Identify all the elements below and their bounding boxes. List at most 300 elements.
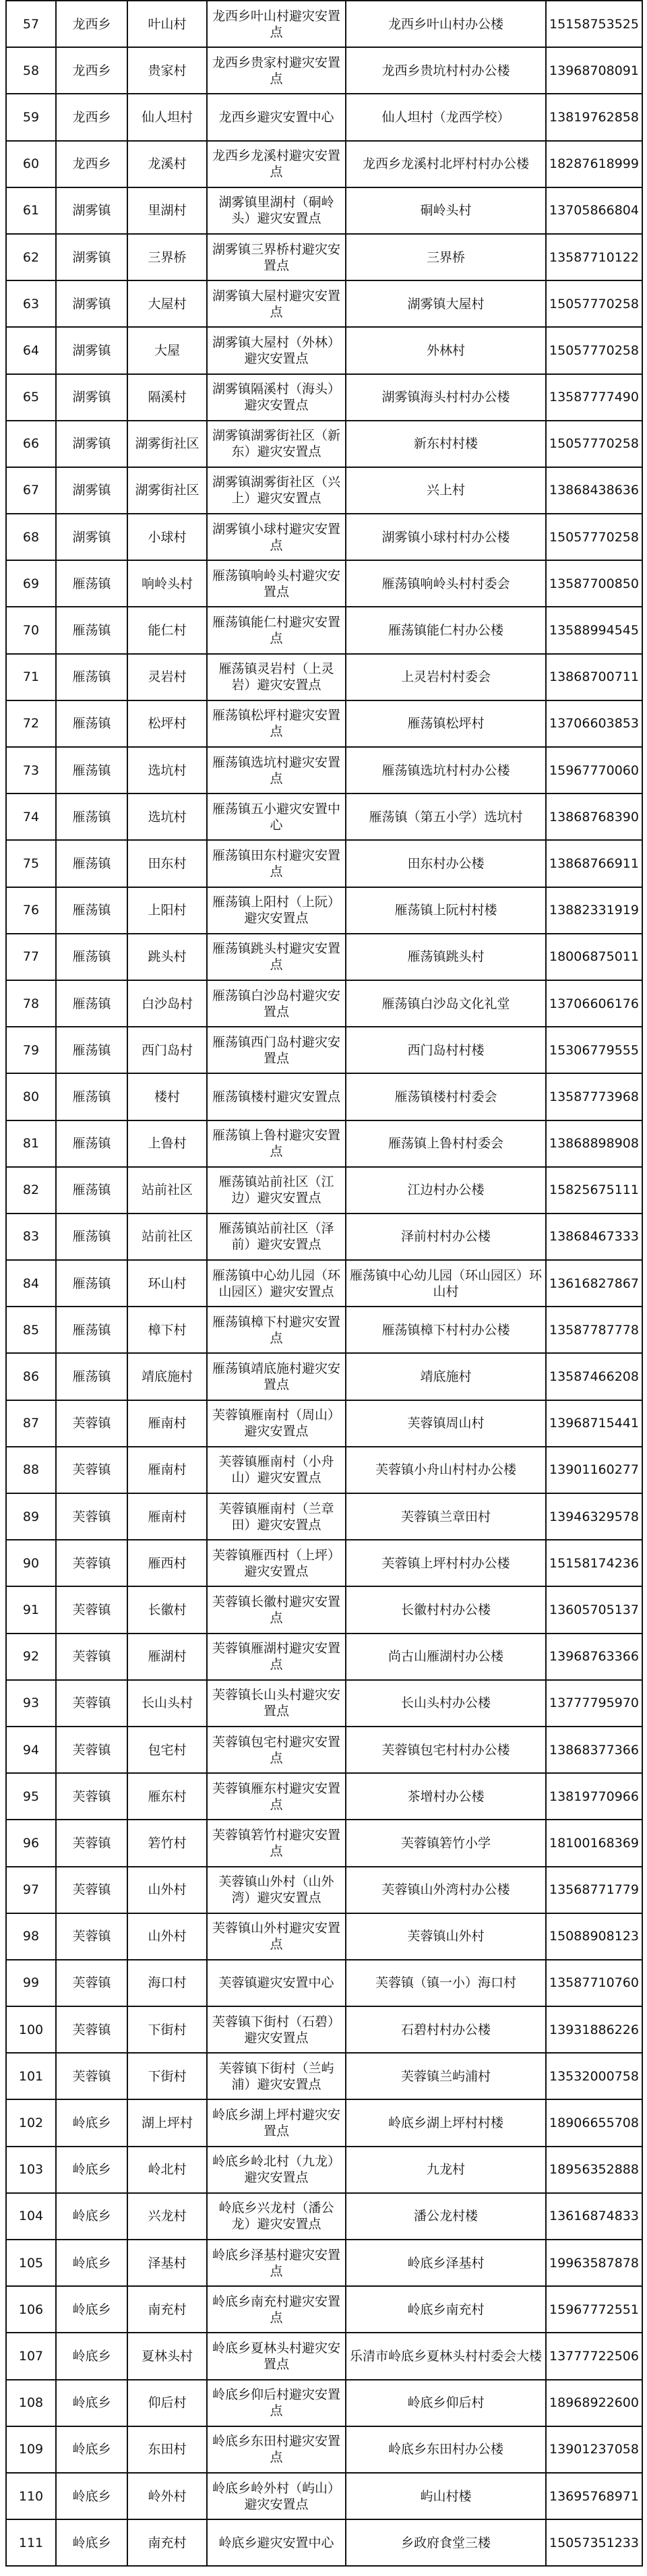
- shelter-site-cell: 龙西乡避灾安置中心: [207, 94, 346, 140]
- village-cell: 夏林头村: [127, 2333, 207, 2379]
- phone-cell: 13868898908: [546, 1120, 642, 1167]
- row-number: 108: [6, 2380, 56, 2426]
- table-row: [6, 2333, 642, 2379]
- phone-cell: 13588994545: [546, 607, 642, 653]
- phone-cell: 15057770258: [546, 421, 642, 467]
- location-cell: 外林村: [346, 327, 546, 373]
- shelter-site-cell: 雁荡镇跳头村避灾安置点: [207, 934, 346, 980]
- location-cell: 雁荡镇楼村村委会: [346, 1073, 546, 1120]
- phone-cell: 13901237058: [546, 2426, 642, 2473]
- village-cell: 隔溪村: [127, 374, 207, 421]
- location-cell: 雁荡镇上鲁村村委会: [346, 1120, 546, 1167]
- shelter-site-cell: 岭底乡避灾安置中心: [207, 2519, 346, 2566]
- shelter-site-cell: 湖雾镇小球村避灾安置点: [207, 514, 346, 560]
- shelter-site-cell: 芙蓉镇雁南村（兰章田）避灾安置点: [207, 1493, 346, 1540]
- town-cell: 湖雾镇: [56, 187, 127, 234]
- location-cell: 长徽村村办公楼: [346, 1586, 546, 1633]
- shelter-site-cell: 湖雾镇三界桥村避灾安置点: [207, 234, 346, 280]
- town-cell: 湖雾镇: [56, 280, 127, 327]
- phone-cell: 13616874833: [546, 2193, 642, 2240]
- town-cell: 湖雾镇: [56, 514, 127, 560]
- phone-cell: 15057770258: [546, 514, 642, 560]
- location-cell: 湖雾镇大屋村: [346, 280, 546, 327]
- row-number: 84: [6, 1260, 56, 1307]
- row-number: 68: [6, 514, 56, 560]
- row-number: 101: [6, 2053, 56, 2099]
- table-row: [6, 2053, 642, 2099]
- phone-cell: 15967772551: [546, 2286, 642, 2333]
- town-cell: 岭底乡: [56, 2099, 127, 2146]
- table-row: [6, 187, 642, 234]
- row-number: 107: [6, 2333, 56, 2379]
- shelter-site-cell: 岭底乡南充村避灾安置点: [207, 2286, 346, 2333]
- shelter-table-body: [6, 1, 642, 2566]
- phone-cell: 18956352888: [546, 2147, 642, 2193]
- table-row: [6, 2426, 642, 2473]
- shelter-site-cell: 岭底乡夏林头村避灾安置点: [207, 2333, 346, 2379]
- village-cell: 龙溪村: [127, 141, 207, 187]
- phone-cell: 13777722506: [546, 2333, 642, 2379]
- table-row: [6, 467, 642, 514]
- phone-cell: 15088908123: [546, 1913, 642, 1960]
- table-row: [6, 1727, 642, 1773]
- table-row: [6, 1773, 642, 1820]
- location-cell: 芙蓉镇山外湾村办公楼: [346, 1867, 546, 1913]
- row-number: 66: [6, 421, 56, 467]
- village-cell: 灵岩村: [127, 654, 207, 700]
- phone-cell: 19963587878: [546, 2240, 642, 2286]
- town-cell: 芙蓉镇: [56, 1586, 127, 1633]
- location-cell: 田东村办公楼: [346, 840, 546, 887]
- town-cell: 芙蓉镇: [56, 1540, 127, 1586]
- table-row: [6, 1867, 642, 1913]
- town-cell: 芙蓉镇: [56, 1867, 127, 1913]
- location-cell: 龙西乡贵坑村村办公楼: [346, 47, 546, 94]
- location-cell: 尚古山雁湖村办公楼: [346, 1634, 546, 1680]
- town-cell: 雁荡镇: [56, 1214, 127, 1260]
- phone-cell: 13587466208: [546, 1353, 642, 1400]
- table-row: [6, 1214, 642, 1260]
- village-cell: 贵家村: [127, 47, 207, 94]
- town-cell: 龙西乡: [56, 141, 127, 187]
- phone-cell: 15057351233: [546, 2519, 642, 2566]
- location-cell: 雁荡镇白沙岛文化礼堂: [346, 980, 546, 1027]
- village-cell: 西门岛村: [127, 1027, 207, 1073]
- phone-cell: 13695768971: [546, 2473, 642, 2519]
- row-number: 72: [6, 700, 56, 747]
- location-cell: 龙西乡龙溪村北坪村村办公楼: [346, 141, 546, 187]
- village-cell: 湖上坪村: [127, 2099, 207, 2146]
- town-cell: 雁荡镇: [56, 654, 127, 700]
- town-cell: 雁荡镇: [56, 560, 127, 607]
- table-row: [6, 1167, 642, 1214]
- table-row: [6, 47, 642, 94]
- location-cell: 仙人坦村（龙西学校）: [346, 94, 546, 140]
- row-number: 98: [6, 1913, 56, 1960]
- shelter-site-cell: 芙蓉镇包宅村避灾安置点: [207, 1727, 346, 1773]
- phone-cell: 13587710760: [546, 1960, 642, 2006]
- row-number: 81: [6, 1120, 56, 1167]
- shelter-site-cell: 雁荡镇站前社区（泽前）避灾安置点: [207, 1214, 346, 1260]
- phone-cell: 15967770060: [546, 747, 642, 793]
- table-row: [6, 1400, 642, 1447]
- town-cell: 雁荡镇: [56, 700, 127, 747]
- location-cell: 岭底乡仰后村: [346, 2380, 546, 2426]
- table-row: [6, 1, 642, 47]
- village-cell: 包宅村: [127, 1727, 207, 1773]
- phone-cell: 18100168369: [546, 1820, 642, 1866]
- village-cell: 长山头村: [127, 1680, 207, 1727]
- table-row: [6, 840, 642, 887]
- village-cell: 南充村: [127, 2286, 207, 2333]
- village-cell: 下街村: [127, 2053, 207, 2099]
- table-row: [6, 1447, 642, 1493]
- row-number: 73: [6, 747, 56, 793]
- row-number: 76: [6, 887, 56, 934]
- town-cell: 龙西乡: [56, 1, 127, 47]
- shelter-site-cell: 雁荡镇能仁村避灾安置点: [207, 607, 346, 653]
- town-cell: 岭底乡: [56, 2519, 127, 2566]
- table-row: [6, 560, 642, 607]
- row-number: 106: [6, 2286, 56, 2333]
- table-row: [6, 700, 642, 747]
- phone-cell: 13819770966: [546, 1773, 642, 1820]
- location-cell: 芙蓉镇周山村: [346, 1400, 546, 1447]
- town-cell: 雁荡镇: [56, 747, 127, 793]
- shelter-site-cell: 芙蓉镇长山头村避灾安置点: [207, 1680, 346, 1727]
- shelter-site-cell: 龙西乡贵家村避灾安置点: [207, 47, 346, 94]
- location-cell: 雁荡镇上阮村村楼: [346, 887, 546, 934]
- phone-cell: 13587773968: [546, 1073, 642, 1120]
- town-cell: 岭底乡: [56, 2286, 127, 2333]
- row-number: 93: [6, 1680, 56, 1727]
- table-row: [6, 2147, 642, 2193]
- village-cell: 岭外村: [127, 2473, 207, 2519]
- location-cell: 湖雾镇小球村村办公楼: [346, 514, 546, 560]
- village-cell: 樟下村: [127, 1307, 207, 1353]
- table-row: [6, 1913, 642, 1960]
- shelter-site-cell: 芙蓉镇下街村（石碧）避灾安置点: [207, 2006, 346, 2053]
- row-number: 89: [6, 1493, 56, 1540]
- table-row: [6, 1307, 642, 1353]
- town-cell: 岭底乡: [56, 2426, 127, 2473]
- shelter-site-cell: 岭底乡岭外村（屿山）避灾安置点: [207, 2473, 346, 2519]
- phone-cell: 13868438636: [546, 467, 642, 514]
- town-cell: 雁荡镇: [56, 1027, 127, 1073]
- location-cell: 雁荡镇选坑村村办公楼: [346, 747, 546, 793]
- table-row: [6, 1027, 642, 1073]
- shelter-site-cell: 芙蓉镇雁南村（小舟山）避灾安置点: [207, 1447, 346, 1493]
- shelter-site-cell: 芙蓉镇雁南村（周山）避灾安置点: [207, 1400, 346, 1447]
- row-number: 103: [6, 2147, 56, 2193]
- shelter-site-cell: 芙蓉镇雁湖村避灾安置点: [207, 1634, 346, 1680]
- town-cell: 芙蓉镇: [56, 1634, 127, 1680]
- location-cell: 岭底乡东田村办公楼: [346, 2426, 546, 2473]
- village-cell: 箬竹村: [127, 1820, 207, 1866]
- shelter-site-cell: 芙蓉镇雁西村（上坪）避灾安置点: [207, 1540, 346, 1586]
- row-number: 90: [6, 1540, 56, 1586]
- location-cell: 上灵岩村村委会: [346, 654, 546, 700]
- phone-cell: 13819762858: [546, 94, 642, 140]
- location-cell: 芙蓉镇箬竹小学: [346, 1820, 546, 1866]
- row-number: 105: [6, 2240, 56, 2286]
- table-row: [6, 1634, 642, 1680]
- phone-cell: 18968922600: [546, 2380, 642, 2426]
- location-cell: 芙蓉镇兰章田村: [346, 1493, 546, 1540]
- town-cell: 芙蓉镇: [56, 1820, 127, 1866]
- village-cell: 站前社区: [127, 1167, 207, 1214]
- phone-cell: 13882331919: [546, 887, 642, 934]
- row-number: 96: [6, 1820, 56, 1866]
- phone-cell: 15306779555: [546, 1027, 642, 1073]
- village-cell: 小球村: [127, 514, 207, 560]
- shelter-site-cell: 雁荡镇靖底施村避灾安置点: [207, 1353, 346, 1400]
- location-cell: 乡政府食堂三楼: [346, 2519, 546, 2566]
- town-cell: 雁荡镇: [56, 1353, 127, 1400]
- town-cell: 芙蓉镇: [56, 2053, 127, 2099]
- village-cell: 选坑村: [127, 747, 207, 793]
- shelter-site-cell: 雁荡镇站前社区（江边）避灾安置点: [207, 1167, 346, 1214]
- phone-cell: 13587700850: [546, 560, 642, 607]
- shelter-site-cell: 湖雾镇大屋村（外林）避灾安置点: [207, 327, 346, 373]
- location-cell: 石碧村村办公楼: [346, 2006, 546, 2053]
- phone-cell: 13931886226: [546, 2006, 642, 2053]
- town-cell: 雁荡镇: [56, 1260, 127, 1307]
- town-cell: 芙蓉镇: [56, 1447, 127, 1493]
- table-row: [6, 2473, 642, 2519]
- shelter-site-cell: 岭底乡湖上坪村避灾安置点: [207, 2099, 346, 2146]
- shelter-site-cell: 雁荡镇楼村避灾安置点: [207, 1073, 346, 1120]
- village-cell: 东田村: [127, 2426, 207, 2473]
- row-number: 92: [6, 1634, 56, 1680]
- location-cell: 雁荡镇松坪村: [346, 700, 546, 747]
- phone-cell: 13777795970: [546, 1680, 642, 1727]
- location-cell: 芙蓉镇包宅村村办公楼: [346, 1727, 546, 1773]
- phone-cell: 13605705137: [546, 1586, 642, 1633]
- shelter-site-cell: 雁荡镇响岭头村避灾安置点: [207, 560, 346, 607]
- table-row: [6, 1540, 642, 1586]
- location-cell: 乐清市岭底乡夏林头村村委会大楼: [346, 2333, 546, 2379]
- phone-cell: 18287618999: [546, 141, 642, 187]
- town-cell: 岭底乡: [56, 2333, 127, 2379]
- town-cell: 湖雾镇: [56, 374, 127, 421]
- row-number: 74: [6, 793, 56, 840]
- shelter-site-cell: 雁荡镇西门岛村避灾安置点: [207, 1027, 346, 1073]
- row-number: 100: [6, 2006, 56, 2053]
- village-cell: 松坪村: [127, 700, 207, 747]
- table-row: [6, 421, 642, 467]
- row-number: 63: [6, 280, 56, 327]
- shelter-site-cell: 湖雾镇里湖村（硐岭头）避灾安置点: [207, 187, 346, 234]
- table-row: [6, 980, 642, 1027]
- village-cell: 海口村: [127, 1960, 207, 2006]
- shelter-site-cell: 芙蓉镇下街村（兰屿浦）避灾安置点: [207, 2053, 346, 2099]
- phone-cell: 13705866804: [546, 187, 642, 234]
- table-row: [6, 234, 642, 280]
- shelter-site-cell: 雁荡镇选坑村避灾安置点: [207, 747, 346, 793]
- table-row: [6, 514, 642, 560]
- shelter-site-cell: 岭底乡仰后村避灾安置点: [207, 2380, 346, 2426]
- location-cell: 新东村村楼: [346, 421, 546, 467]
- table-row: [6, 1120, 642, 1167]
- location-cell: 雁荡镇跳头村: [346, 934, 546, 980]
- village-cell: 上阳村: [127, 887, 207, 934]
- location-cell: 长山头村办公楼: [346, 1680, 546, 1727]
- location-cell: 芙蓉镇兰屿浦村: [346, 2053, 546, 2099]
- village-cell: 白沙岛村: [127, 980, 207, 1027]
- phone-cell: 13587710122: [546, 234, 642, 280]
- location-cell: 岭底乡泽基村: [346, 2240, 546, 2286]
- village-cell: 长徽村: [127, 1586, 207, 1633]
- location-cell: 雁荡镇樟下村村办公楼: [346, 1307, 546, 1353]
- row-number: 97: [6, 1867, 56, 1913]
- village-cell: 里湖村: [127, 187, 207, 234]
- village-cell: 上鲁村: [127, 1120, 207, 1167]
- village-cell: 雁南村: [127, 1400, 207, 1447]
- village-cell: 能仁村: [127, 607, 207, 653]
- town-cell: 龙西乡: [56, 47, 127, 94]
- row-number: 65: [6, 374, 56, 421]
- town-cell: 湖雾镇: [56, 467, 127, 514]
- table-row: [6, 1680, 642, 1727]
- shelter-site-cell: 岭底乡兴龙村（潘公龙）避灾安置点: [207, 2193, 346, 2240]
- phone-cell: 13706603853: [546, 700, 642, 747]
- shelter-site-cell: 雁荡镇五小避灾安置中心: [207, 793, 346, 840]
- shelter-site-cell: 芙蓉镇山外村（山外湾）避灾安置点: [207, 1867, 346, 1913]
- row-number: 99: [6, 1960, 56, 2006]
- row-number: 71: [6, 654, 56, 700]
- location-cell: 湖雾镇海头村村办公楼: [346, 374, 546, 421]
- shelter-site-cell: 龙西乡叶山村避灾安置点: [207, 1, 346, 47]
- shelter-site-cell: 湖雾镇湖雾街社区（新东）避灾安置点: [207, 421, 346, 467]
- shelter-site-cell: 芙蓉镇避灾安置中心: [207, 1960, 346, 2006]
- village-cell: 三界桥: [127, 234, 207, 280]
- town-cell: 湖雾镇: [56, 234, 127, 280]
- location-cell: 雁荡镇响岭头村村委会: [346, 560, 546, 607]
- town-cell: 雁荡镇: [56, 607, 127, 653]
- town-cell: 雁荡镇: [56, 1307, 127, 1353]
- shelter-site-cell: 雁荡镇白沙岛村避灾安置点: [207, 980, 346, 1027]
- village-cell: 环山村: [127, 1260, 207, 1307]
- town-cell: 湖雾镇: [56, 421, 127, 467]
- table-row: [6, 747, 642, 793]
- location-cell: 雁荡镇（第五小学）选坑村: [346, 793, 546, 840]
- village-cell: 仙人坦村: [127, 94, 207, 140]
- shelter-site-cell: 芙蓉镇山外村避灾安置点: [207, 1913, 346, 1960]
- location-cell: 岭底乡南充村: [346, 2286, 546, 2333]
- location-cell: 靖底施村: [346, 1353, 546, 1400]
- town-cell: 雁荡镇: [56, 1073, 127, 1120]
- shelter-site-cell: 湖雾镇大屋村避灾安置点: [207, 280, 346, 327]
- village-cell: 山外村: [127, 1867, 207, 1913]
- row-number: 83: [6, 1214, 56, 1260]
- town-cell: 雁荡镇: [56, 934, 127, 980]
- phone-cell: 13968708091: [546, 47, 642, 94]
- table-row: [6, 1073, 642, 1120]
- shelter-site-cell: 雁荡镇松坪村避灾安置点: [207, 700, 346, 747]
- location-cell: 西门岛村村楼: [346, 1027, 546, 1073]
- table-row: [6, 1493, 642, 1540]
- phone-cell: 13868766911: [546, 840, 642, 887]
- town-cell: 芙蓉镇: [56, 1493, 127, 1540]
- shelter-site-cell: 雁荡镇灵岩村（上灵岩）避灾安置点: [207, 654, 346, 700]
- shelter-site-cell: 芙蓉镇雁东村避灾安置点: [207, 1773, 346, 1820]
- phone-cell: 15825675111: [546, 1167, 642, 1214]
- village-cell: 雁南村: [127, 1447, 207, 1493]
- row-number: 91: [6, 1586, 56, 1633]
- village-cell: 响岭头村: [127, 560, 207, 607]
- village-cell: 叶山村: [127, 1, 207, 47]
- town-cell: 岭底乡: [56, 2473, 127, 2519]
- village-cell: 岭北村: [127, 2147, 207, 2193]
- town-cell: 龙西乡: [56, 94, 127, 140]
- location-cell: 芙蓉镇（镇一小）海口村: [346, 1960, 546, 2006]
- town-cell: 湖雾镇: [56, 327, 127, 373]
- village-cell: 雁湖村: [127, 1634, 207, 1680]
- location-cell: 兴上村: [346, 467, 546, 514]
- village-cell: 湖雾街社区: [127, 421, 207, 467]
- town-cell: 雁荡镇: [56, 1167, 127, 1214]
- location-cell: 泽前村村办公楼: [346, 1214, 546, 1260]
- table-row: [6, 934, 642, 980]
- village-cell: 靖底施村: [127, 1353, 207, 1400]
- shelter-site-cell: 雁荡镇樟下村避灾安置点: [207, 1307, 346, 1353]
- town-cell: 雁荡镇: [56, 840, 127, 887]
- table-row: [6, 2286, 642, 2333]
- row-number: 60: [6, 141, 56, 187]
- phone-cell: 13706606176: [546, 980, 642, 1027]
- town-cell: 岭底乡: [56, 2147, 127, 2193]
- village-cell: 泽基村: [127, 2240, 207, 2286]
- table-row: [6, 2099, 642, 2146]
- table-row: [6, 1586, 642, 1633]
- town-cell: 雁荡镇: [56, 980, 127, 1027]
- table-row: [6, 2240, 642, 2286]
- shelter-site-cell: 雁荡镇田东村避灾安置点: [207, 840, 346, 887]
- row-number: 62: [6, 234, 56, 280]
- village-cell: 山外村: [127, 1913, 207, 1960]
- location-cell: 芙蓉镇上坪村村办公楼: [346, 1540, 546, 1586]
- table-row: [6, 1353, 642, 1400]
- table-row: [6, 94, 642, 140]
- row-number: 59: [6, 94, 56, 140]
- town-cell: 岭底乡: [56, 2240, 127, 2286]
- row-number: 80: [6, 1073, 56, 1120]
- town-cell: 芙蓉镇: [56, 1913, 127, 1960]
- village-cell: 雁南村: [127, 1493, 207, 1540]
- table-row: [6, 793, 642, 840]
- row-number: 94: [6, 1727, 56, 1773]
- location-cell: 江边村办公楼: [346, 1167, 546, 1214]
- row-number: 109: [6, 2426, 56, 2473]
- village-cell: 大屋: [127, 327, 207, 373]
- village-cell: 雁西村: [127, 1540, 207, 1586]
- phone-cell: 13868467333: [546, 1214, 642, 1260]
- row-number: 58: [6, 47, 56, 94]
- village-cell: 湖雾街社区: [127, 467, 207, 514]
- shelter-site-cell: 雁荡镇上阳村（上阮）避灾安置点: [207, 887, 346, 934]
- row-number: 77: [6, 934, 56, 980]
- phone-cell: 13616827867: [546, 1260, 642, 1307]
- table-row: [6, 2193, 642, 2240]
- table-row: [6, 887, 642, 934]
- phone-cell: 15057770258: [546, 280, 642, 327]
- phone-cell: 13532000758: [546, 2053, 642, 2099]
- table-row: [6, 2380, 642, 2426]
- row-number: 75: [6, 840, 56, 887]
- table-row: [6, 654, 642, 700]
- phone-cell: 13568771779: [546, 1867, 642, 1913]
